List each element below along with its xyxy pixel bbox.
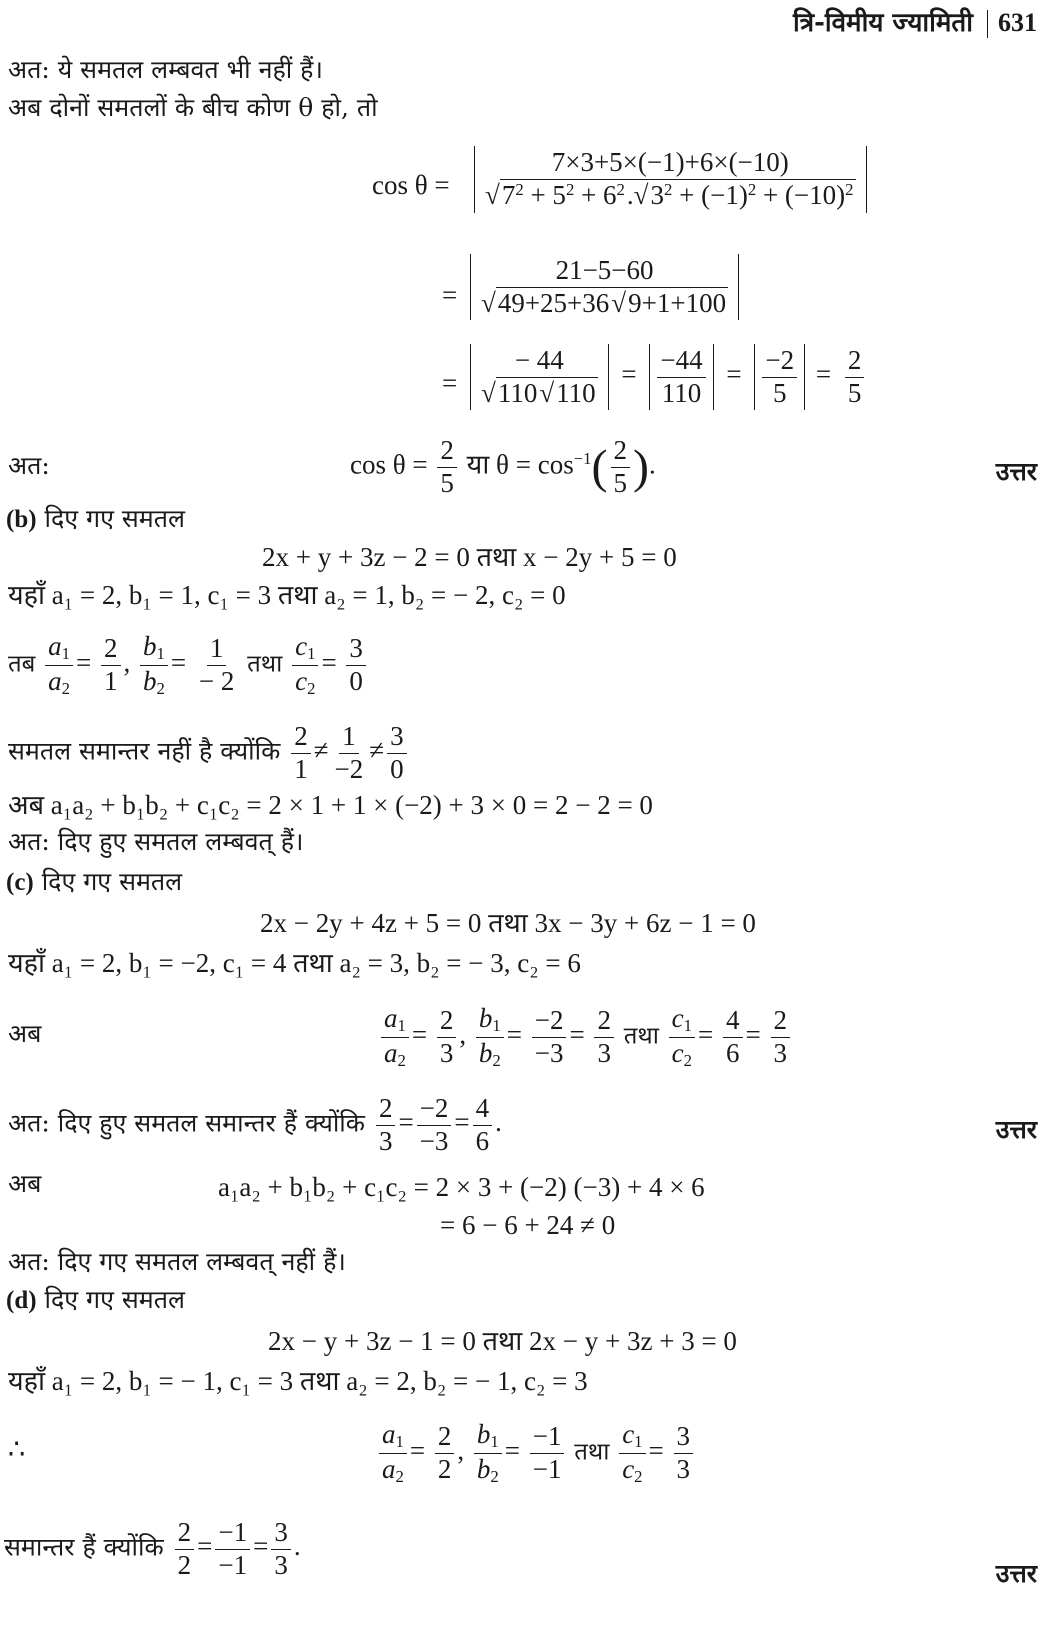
text-line: अब — [8, 1019, 42, 1048]
cos-fraction-1 — [474, 146, 867, 213]
coefficients: यहाँ a₁ = 2, b₁ = − 1, c₁ = 3 तथा a₂ = 2, b₂ = − 1, c₂ = 3 — [8, 1366, 588, 1396]
text-line: अत: — [8, 451, 50, 480]
denominator: $√7^2 + 5^2 + 6^2.√3^2 + (-1)^2 + (-10)^2$ — [485, 179, 854, 210]
numerator: 21−5−60 — [553, 256, 657, 288]
equals: = — [442, 280, 458, 310]
plane-equations: 2x − 2y + 4z + 5 = 0 तथा 3x − 3y + 6z − 1 = 0 — [260, 908, 756, 938]
ratios: $\frac{a_1}{a_2}$ = $\frac{2}{3}$ , $\frac{b_1}{b_2}$ = $\frac{-2}{-3}$ = $\frac{2}{3}$ तथा $\frac{c_1}{c_2}$ = $\frac{4}{6}$ = $\frac{2}{3}$ — [378, 1004, 793, 1070]
dot-product: a₁a₂ + b₁b₂ + c₁c₂ = 2 × 3 + (−2) (−3) + 4 × 6 — [218, 1172, 705, 1202]
conclusion: अत: दिए हुए समतल लम्बवत् हैं। — [8, 827, 304, 856]
cos-fraction-2 — [470, 254, 739, 320]
section-heading: (d) दिए गए समतल — [6, 1285, 185, 1314]
numerator: 7×3+5×(−1)+6×(−10) — [549, 148, 792, 180]
section-heading: (b) दिए गए समतल — [6, 504, 185, 533]
answer-equation: cos θ = $\frac{2}{5}$ या $\theta = \cos^{-1}$( $\frac{2}{5}$ ). — [350, 435, 656, 498]
dot-product: अब a₁a₂ + b₁b₂ + c₁c₂ = 2 × 1 + 1 × (−2) + 3 × 0 = 2 − 2 = 0 — [8, 790, 653, 820]
answer-label: उत्तर — [995, 457, 1037, 486]
parallel-line: अत: दिए हुए समतल समान्तर हैं क्योंकि $\frac{2}{3}$ = $\frac{-2}{-3}$ = $\frac{4}{6}$ . — [8, 1093, 502, 1156]
text-line: अत: ये समतल लम्बवत भी नहीं हैं। — [8, 55, 323, 84]
page-number: 631 — [998, 8, 1037, 37]
cos-lhs: cos θ = — [372, 170, 450, 200]
equals: = — [442, 368, 458, 398]
not-parallel-line: समतल समान्तर नहीं है क्योंकि $\frac{2}{1}$ ≠ $\frac{1}{-2}$ ≠ $\frac{3}{0}$ — [8, 722, 410, 784]
header-title: त्रि-विमीय ज्यामिती — [792, 8, 973, 38]
coefficients: यहाँ a₁ = 2, b₁ = −2, c₁ = 4 तथा a₂ = 3, b₂ = − 3, c₂ = 6 — [8, 948, 581, 978]
parallel-line: समान्तर हैं क्योंकि $\frac{2}{2}$ = $\frac{-1}{-1}$ = $\frac{3}{3}$ . — [4, 1517, 301, 1580]
conclusion: अत: दिए गए समतल लम्बवत् नहीं हैं। — [8, 1247, 346, 1276]
page-header — [793, 8, 1037, 39]
plane-equations: 2x + y + 3z − 2 = 0 तथा x − 2y + 5 = 0 — [262, 542, 677, 572]
dot-product-result: = 6 − 6 + 24 ≠ 0 — [440, 1210, 616, 1240]
therefore-symbol: ∴ — [8, 1434, 26, 1464]
absolute-value — [474, 146, 867, 213]
text-line: अब — [8, 1169, 42, 1198]
answer-label: उत्तर — [995, 1559, 1037, 1588]
cos-fraction-3: $\frac{- 44}{√110√110}$ = $\frac{-44}{110}$ = $\frac{-2}{5}$ = $\frac{2}{5}$ — [470, 344, 867, 410]
denominator: √110√110 — [481, 377, 596, 408]
answer-label: उत्तर — [995, 1115, 1037, 1144]
header-divider — [987, 10, 988, 38]
ratios: तब $\frac{a_1}{a_2}$ = $\frac{2}{1}$ , $\frac{b_1}{b_2}$ = $\frac{1}{- 2}$ तथा $\frac{c_1}{c_2}$ = $\frac{3}{0}$ — [8, 632, 369, 698]
numerator: − 44 — [512, 346, 567, 378]
coefficients: यहाँ a₁ = 2, b₁ = 1, c₁ = 3 तथा a₂ = 1, b₂ = − 2, c₂ = 0 — [8, 580, 566, 610]
denominator: √49+25+36√9+1+100 — [481, 287, 727, 318]
plane-equations: 2x − y + 3z − 1 = 0 तथा 2x − y + 3z + 3 = 0 — [268, 1326, 737, 1356]
text-line: अब दोनों समतलों के बीच कोण θ हो, तो — [8, 93, 378, 122]
ratios: $\frac{a_1}{a_2}$ = $\frac{2}{2}$ , $\frac{b_1}{b_2}$ = $\frac{-1}{-1}$ तथा $\frac{c_1}{c_2}$ = $\frac{3}{3}$ — [376, 1420, 696, 1486]
section-heading: (c) दिए गए समतल — [6, 867, 183, 896]
